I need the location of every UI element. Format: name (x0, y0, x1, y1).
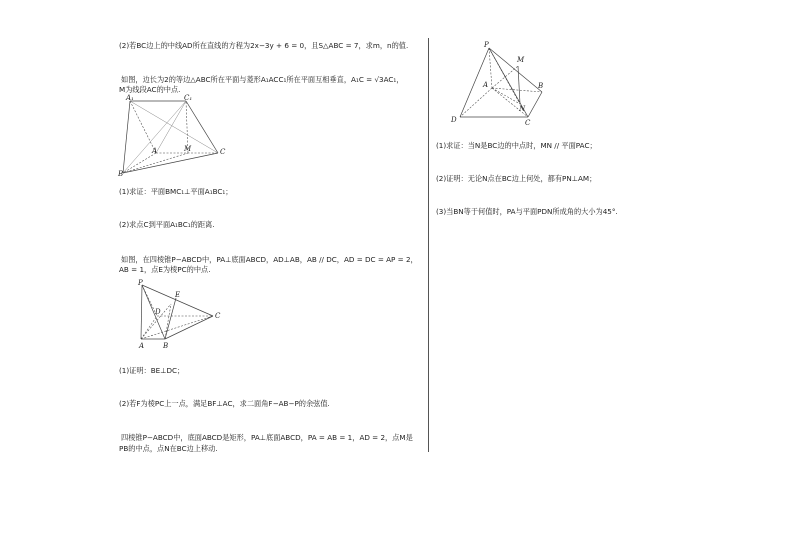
label-p: P (484, 41, 489, 49)
column-divider (428, 38, 429, 452)
edge-b-a1 (123, 101, 130, 173)
edge-a-c1 (156, 101, 186, 153)
edge-p-a (141, 285, 142, 339)
label-c: C (220, 148, 226, 156)
label-a: A (152, 147, 158, 155)
problem2-question2: (2)求点C到平面A₁BC₁的距离. (119, 220, 215, 229)
edge-p-c (142, 285, 213, 316)
edge-b-c (165, 316, 213, 339)
figure-pyramid-pabcd (133, 280, 225, 352)
problem4-statement-line1: 四棱锥P−ABCD中，底面ABCD是矩形，PA⊥底面ABCD，PA = AB = 1，AD = 2，点M是 (121, 433, 413, 442)
problem3-question1: (1)证明：BE⊥DC； (119, 366, 185, 375)
label-n: N (519, 105, 526, 113)
label-e: E (175, 291, 181, 299)
edge-p-a (489, 48, 492, 88)
label-p: P (138, 279, 143, 287)
edge-b-f (165, 304, 171, 339)
edge-m-n (518, 66, 520, 104)
label-b: B (118, 170, 124, 178)
edge-b-m (123, 153, 188, 173)
edge-a-d (141, 316, 157, 339)
label-c1: C₁ (184, 94, 193, 102)
edge-c-b (123, 153, 218, 173)
figure-pyramid-rect-base (440, 40, 550, 130)
label-b: B (163, 342, 169, 350)
label-m: M (184, 145, 192, 153)
label-a: A (139, 342, 145, 350)
label-m: M (517, 56, 525, 64)
edge-p-b (142, 285, 165, 339)
problem4-question3: (3)当BN等于何值时，PA与平面PDN所成角的大小为45°. (436, 207, 618, 216)
edge-a-d (460, 88, 492, 117)
label-a1: A₁ (126, 94, 134, 102)
label-d: D (155, 308, 161, 316)
label-c: C (215, 312, 221, 320)
label-b: B (538, 82, 544, 90)
label-d: D (451, 116, 457, 124)
problem4-question2: (2)证明：无论N点在BC边上何处，都有PN⊥AM； (436, 174, 597, 183)
figure-triangle-rhombus (118, 96, 228, 178)
edge-p-b (489, 48, 542, 92)
problem3-statement-line2: AB = 1，点E为棱PC的中点. (119, 265, 211, 274)
problem1-part2: (2)若BC边上的中线AD所在直线的方程为2x−3y + 6 = 0，且S△ABC = 7，求m，n的值. (119, 41, 409, 50)
problem2-statement-line2: M为线段AC的中点. (119, 85, 181, 94)
label-a: A (483, 81, 489, 89)
label-c: C (525, 119, 531, 127)
problem3-question2: (2)若F为棱PC上一点，满足BF⊥AC，求二面角F−AB−P的余弦值. (119, 399, 330, 408)
problem3-statement-line1: 如图，在四棱锥P−ABCD中，PA⊥底面ABCD，AD⊥AB，AB // DC，AD = DC = AP = 2， (121, 255, 418, 264)
edge-b-c1 (123, 101, 186, 173)
problem4-question1: (1)求证：当N是BC边的中点时，MN // 平面PAC； (436, 141, 597, 150)
problem2-question1: (1)求证：平面BMC₁⊥平面A₁BC₁； (119, 187, 233, 196)
edge-c-b (528, 92, 542, 117)
edge-a-b (492, 88, 542, 92)
edge-a-b (123, 153, 156, 173)
problem4-statement-line2: PB的中点，点N在BC边上移动. (119, 444, 218, 453)
edge-e-b (165, 298, 176, 339)
edge-a-c (141, 316, 213, 339)
problem2-statement-line1: 如图，边长为2的等边△ABC所在平面与菱形A₁ACC₁所在平面互相垂直，A₁C = √3AC₁， (121, 75, 404, 84)
